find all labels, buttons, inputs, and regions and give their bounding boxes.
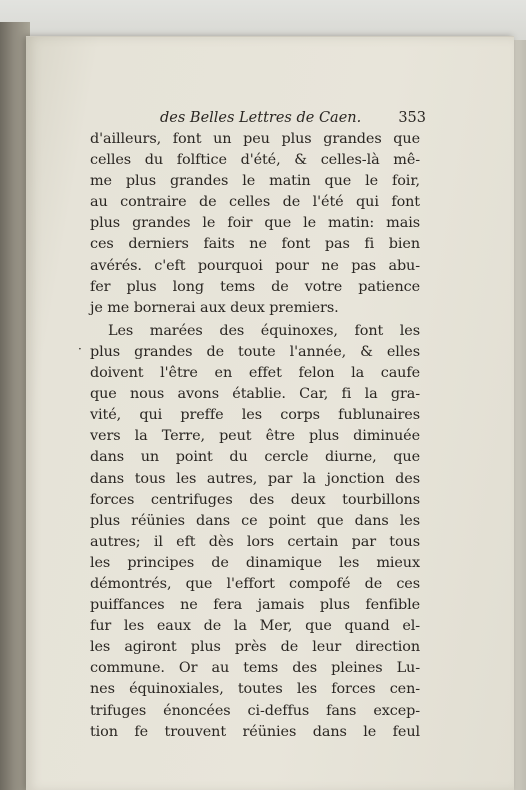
book-page (26, 36, 514, 790)
running-head-title: des Belles Lettres de Caen. (160, 110, 362, 126)
paragraph-1 (90, 129, 420, 319)
text-line: que nous avons établie. Car, fi la gra- (90, 386, 420, 403)
text-line: ces derniers faits ne font pas fi bien (90, 236, 420, 253)
page-number: 353 (398, 110, 426, 126)
margin-mark: · (78, 341, 82, 356)
running-head (160, 107, 426, 129)
text-line: les agiront plus près de leur direction (90, 639, 420, 656)
text-line: démontrés, que l'effort compofé de ces (90, 575, 420, 592)
page-text (78, 107, 426, 743)
text-line: plus grandes le foir que le matin: mais (90, 215, 420, 232)
paragraph-2 (78, 321, 420, 743)
text-line: autres; il eft dès lors certain par tous (90, 533, 420, 550)
text-line: celles du folftice d'été, & celles-là mê- (90, 152, 420, 169)
text-line: trifuges énoncées ci-deffus fans excep- (90, 702, 420, 719)
text-line: je me bornerai aux deux premiers. (90, 299, 339, 316)
text-line: Les marées des équinoxes, font les (108, 322, 420, 339)
text-line: fer plus long tems de votre patience (90, 278, 420, 295)
text-line: vers la Terre, peut être plus diminuée (90, 428, 420, 445)
text-line: commune. Or au tems des pleines Lu- (90, 660, 420, 677)
text-line: dans un point du cercle diurne, que (90, 449, 420, 466)
text-line: me plus grandes le matin que le foir, (90, 173, 420, 190)
text-line: nes équinoxiales, toutes les forces cen- (90, 681, 420, 698)
text-line: forces centrifuges des deux tourbillons (90, 491, 420, 508)
text-line: tion fe trouvent réünies dans le feul (90, 723, 420, 740)
text-line: dans tous les autres, par la jonction des (90, 470, 420, 487)
text-line: plus grandes de toute l'année, & elles (90, 343, 420, 360)
text-line: d'ailleurs, font un peu plus grandes que (90, 131, 420, 147)
text-line: vité, qui preffe les corps fublunaires (90, 407, 420, 424)
background-surface (0, 0, 526, 40)
text-line: doivent l'être en effet felon la caufe (90, 365, 420, 382)
text-line: avérés. c'eft pourquoi pour ne pas abu- (90, 257, 420, 274)
text-line: les principes de dinamique les mieux (90, 554, 420, 571)
text-line: fur les eaux de la Mer, que quand el- (90, 618, 420, 635)
text-line: puiffances ne fera jamais plus fenfible (90, 597, 420, 614)
text-line: au contraire de celles de l'été qui font (90, 194, 420, 211)
text-line: plus réünies dans ce point que dans les (90, 512, 420, 529)
